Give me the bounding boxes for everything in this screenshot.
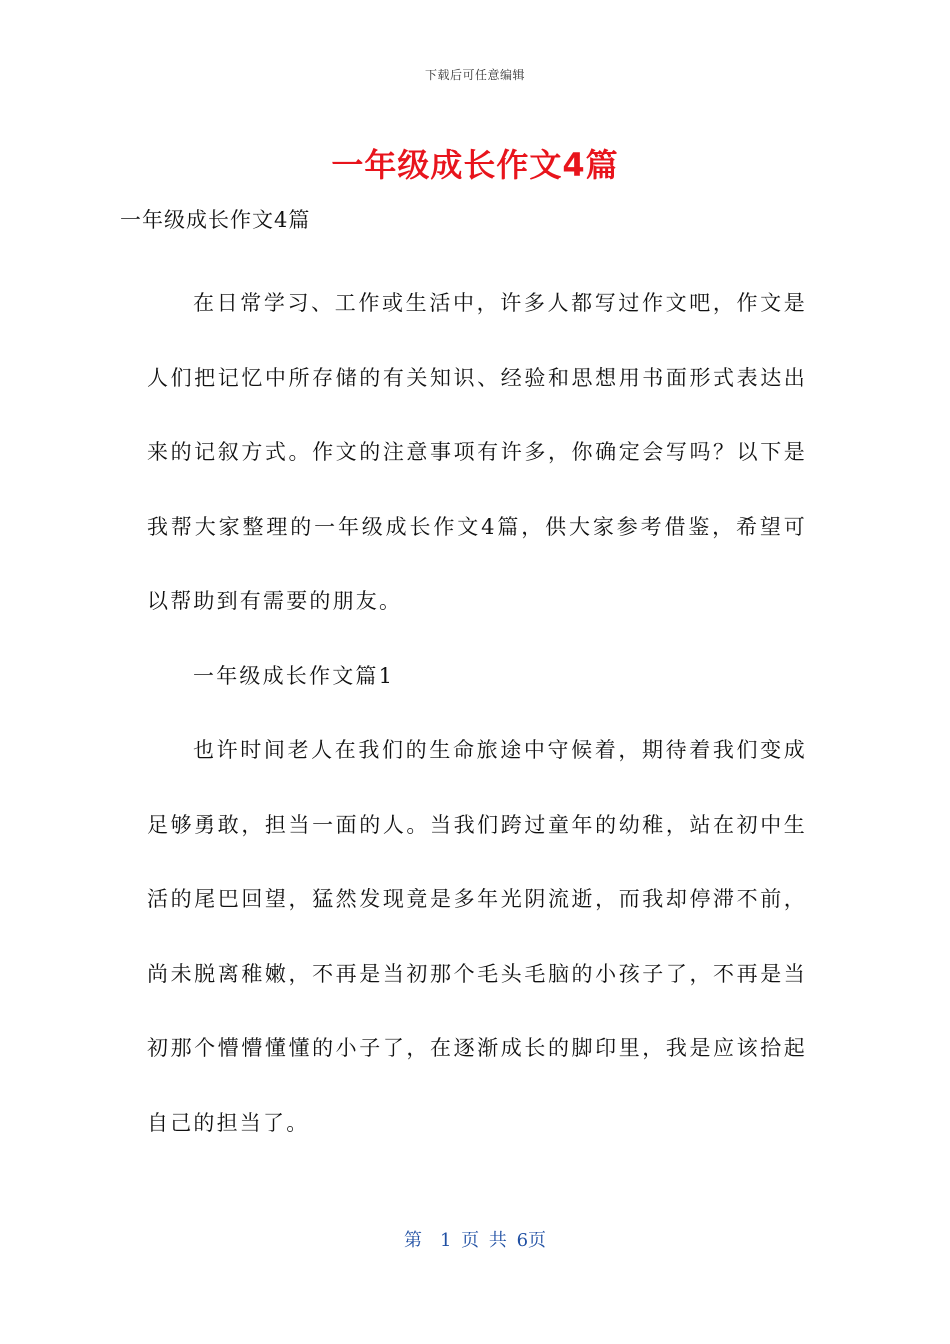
page-footer: 第 1 页 共 6页: [403, 1230, 547, 1251]
header-note: 下载后可任意编辑: [424, 68, 525, 82]
intro-paragraph: 在日常学习、工作或生活中，许多人都写过作文吧，作文是人们把记忆中所存储的有关知识、经验和思想用书面形式表达出来的记叙方式。作文的注意事项有许多，你确定会写吗？以下是我帮大家整理的一年级成长作文4篇，供大家参考借鉴，希望可以帮助到有需要的朋友。: [147, 291, 807, 613]
section-heading: 一年级成长作文篇1: [193, 663, 395, 688]
document-body: [147, 266, 807, 1160]
document-title: 一年级成长作文4篇: [331, 146, 619, 184]
document-subtitle: 一年级成长作文4篇: [120, 208, 311, 232]
essay-paragraph: 也许时间老人在我们的生命旅途中守候着，期待着我们变成足够勇敢，担当一面的人。当我们跨过童年的幼稚，站在初中生活的尾巴回望，猛然发现竟是多年光阴流逝，而我却停滞不前，尚未脱离稚嫩，不再是当初那个毛头毛脑的小孩子了，不再是当初那个懵懵懂懂的小子了，在逐渐成长的脚印里，我是应该拾起自己的担当了。: [147, 738, 807, 1135]
